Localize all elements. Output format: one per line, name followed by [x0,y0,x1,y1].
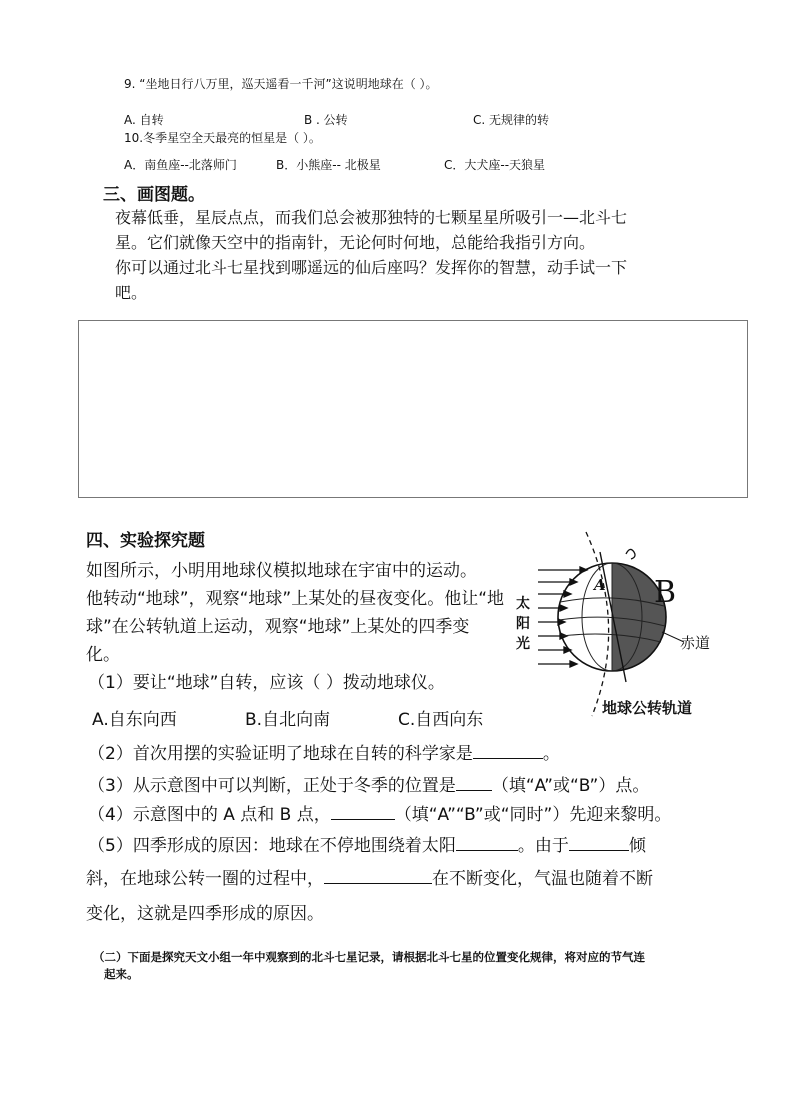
point-b-label: B [654,575,677,610]
section-4-intro-line: 他转动“地球”，观察“地球”上某处的昼夜变化。他让“地 [86,589,505,609]
sunlight-label-char: 光 [516,636,530,652]
section-4-intro-line: 如图所示，小明用地球仪模拟地球在宇宙中的运动。 [86,561,477,581]
answer-blank[interactable] [456,774,492,791]
question-10-option-a: A．南鱼座--北落师门 [124,158,237,172]
answer-blank[interactable] [331,803,395,820]
part-2-instruction-line-2: 起来。 [104,967,139,981]
question-2-text: （2）首次用摆的实验证明了地球在自转的科学家是 [88,744,473,764]
answer-blank[interactable] [473,742,543,759]
section-4-question-5 [88,831,646,856]
section-4-question-5-line-2 [86,864,653,889]
section-3-paragraph-line: 你可以通过北斗七星找到哪遥远的仙后座吗？发挥你的智慧，动手试一下 [115,258,628,277]
part-2-instruction-line-1: （二）下面是探究天文小组一年中观察到的北斗七星记录，请根据北斗七星的位置变化规律，将对应的节气连 [93,950,645,964]
question-10-option-c: C．大犬座--天狼星 [444,158,546,172]
section-4-question-3 [88,771,649,796]
section-4-question-2 [88,739,560,764]
section-4-q1-option-a: A.自东向西 [92,710,177,730]
section-3-title: 三、画图题。 [103,185,205,205]
question-5-end: 倾 [628,836,646,856]
question-3-text: （3）从示意图中可以判断，正处于冬季的位置是 [88,776,456,796]
section-4-q1-option-c: C.自西向东 [398,710,484,730]
question-5-text: （5）四季形成的原因：地球在不停地围绕着太阳 [88,836,456,856]
question-5-line-2-start: 斜，在地球公转一圈的过程中， [86,869,324,889]
question-5-mid: 。由于 [517,836,569,856]
question-4-end: （填“A”“B”或“同时”）先迎来黎明。 [394,805,672,825]
section-3-paragraph-line: 夜幕低垂，星辰点点，而我们总会被那独特的七颗星星所吸引一—北斗七 [115,208,628,227]
rotation-arrow-icon [626,549,635,559]
sunlight-label-char: 阳 [516,616,530,632]
sunlight-arrows [538,567,587,667]
answer-blank[interactable] [456,834,518,851]
question-2-end: 。 [542,744,560,764]
question-9-option-c: C. 无规律的转 [473,113,550,127]
section-4-intro-line: 球”在公转轨道上运动，观察“地球”上某处的四季变 [86,617,470,637]
drawing-answer-box[interactable] [78,320,748,498]
section-3-paragraph-line: 吧。 [115,283,148,302]
question-9-stem: 9. “坐地日行八万里，巡天遥看一千河”这说明地球在（ ）。 [124,77,438,91]
section-4-question-1: （1）要让“地球”自转，应该（ ）拨动地球仪。 [88,673,445,693]
section-4-title: 四、实验探究题 [86,531,205,551]
question-9-option-a: A. 自转 [124,113,164,127]
earth-globe-diagram [508,530,730,720]
sunlight-label-char: 太 [516,596,530,612]
section-4-question-5-line-3: 变化，这就是四季形成的原因。 [86,904,324,924]
question-10-stem: 10.冬季星空全天最亮的恒星是（ ）。 [124,131,321,145]
answer-blank[interactable] [324,867,432,884]
question-10-option-b: B．小熊座-- 北极星 [276,158,381,172]
orbit-label: 地球公转轨道 [602,699,693,717]
section-4-q1-option-b: B.自北向南 [245,710,331,730]
section-4-question-4 [88,800,671,825]
answer-blank[interactable] [569,834,629,851]
section-3-paragraph-line: 星。它们就像天空中的指南针，无论何时何地，总能给我指引方向。 [115,233,596,252]
question-4-text: （4）示意图中的 A 点和 B 点， [88,805,331,825]
point-a-label: A [594,576,606,594]
question-9-option-b: B . 公转 [304,113,348,127]
orbit-path [586,532,609,716]
question-3-end: （填“A”或“B”）点。 [491,776,650,796]
equator-label: 赤道 [680,634,711,652]
question-5-line-2-end: 在不断变化，气温也随着不断 [432,869,653,889]
section-4-intro-line: 化。 [86,645,120,665]
